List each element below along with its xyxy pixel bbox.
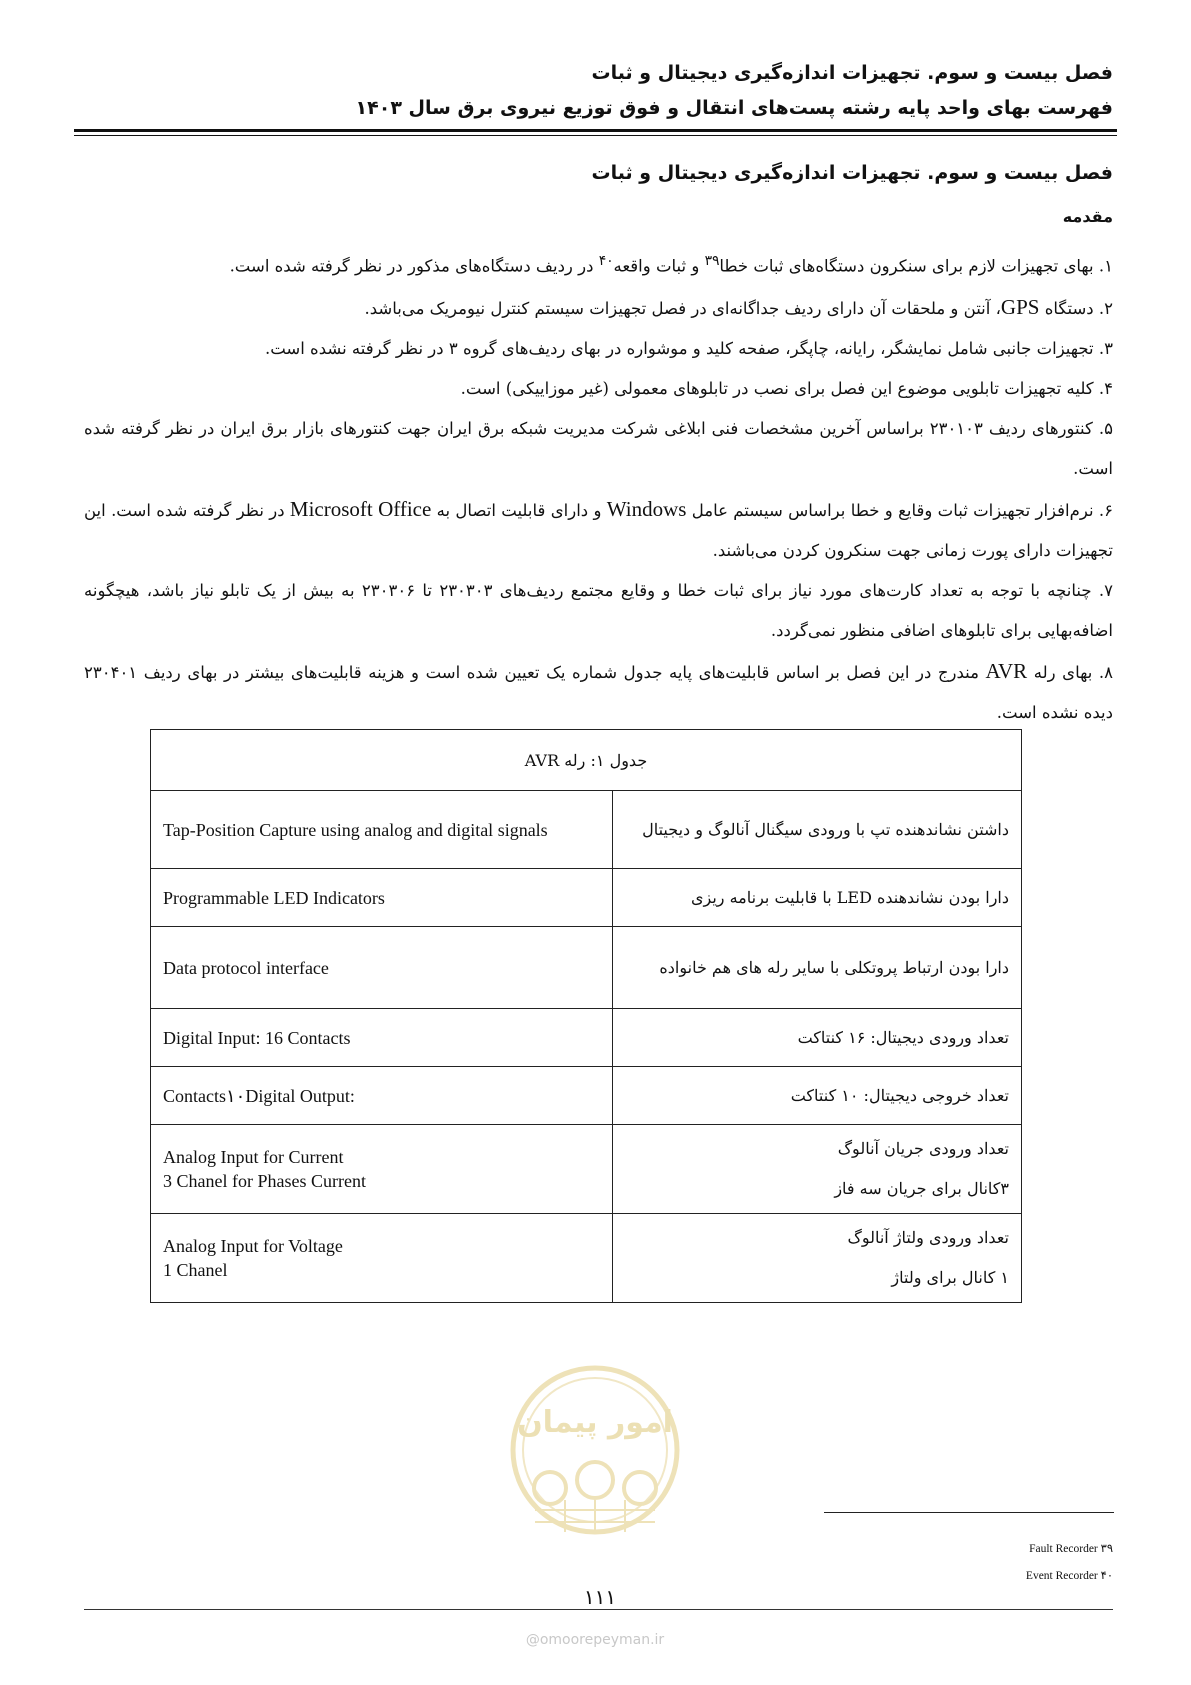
table-cell-fa: دارا بودن ارتباط پروتکلی با سایر رله های هم خانواده (613, 927, 1022, 1009)
table-row (151, 869, 1022, 927)
table-caption: جدول ۱: رله AVR (151, 730, 1022, 791)
introduction-list (84, 241, 1113, 733)
list-item: ۵. کنتورهای ردیف ۲۳۰۱۰۳ براساس آخرین مشخصات فنی ابلاغی شرکت مدیریت شبکه برق ایران جهت کنتورهای بازار برق ایران در نظر گرفته شده است. (84, 418, 1113, 478)
table-cell-en: Analog Input for Voltage 1 Chanel (151, 1214, 613, 1303)
watermark-logo (505, 1360, 685, 1564)
table-cell-fa: دارا بودن نشاندهنده LED با قابلیت برنامه ریزی (613, 869, 1022, 927)
footnote: ۳۹ Fault Recorder (1029, 1543, 1113, 1555)
section-title: فصل بیست و سوم. تجهیزات اندازه‌گیری دیجیتال و ثبات (591, 162, 1113, 184)
header-document-title: فهرست بهای واحد پایه رشته پست‌های انتقال و فوق توزیع نیروی برق سال ۱۴۰۳ (355, 97, 1113, 119)
table-cell-en: Contacts۱۰Digital Output: (151, 1067, 613, 1125)
list-item: ۱. بهای تجهیزات لازم برای سنکرون دستگاه‌های ثبات خطا$^{۳۹}$ و ثبات واقعه$^{۴۰}$ در ردیف دستگاه‌های مذکور در نظر گرفته شده است. (229, 253, 1113, 276)
table-row (151, 1067, 1022, 1125)
avr-relay-table (150, 729, 1022, 1303)
table-cell-en: Digital Input: 16 Contacts (151, 1009, 613, 1067)
list-item: ۳. تجهیزات جانبی شامل نمایشگر، رایانه، چاپگر، صفحه کلید و موشواره در بهای ردیف‌های گروه ۳ در نظر گرفته نشده است. (264, 338, 1113, 358)
footnote: ۴۰ Event Recorder (1025, 1570, 1113, 1582)
table-row (151, 1125, 1022, 1214)
table-caption-row (151, 730, 1022, 791)
page-number: ۱۱۱ (560, 1585, 640, 1609)
watermark-site: @omoorepeyman.ir (525, 1632, 665, 1648)
list-item: ۷. چنانچه با توجه به تعداد کارت‌های مورد نیاز برای ثبات خطا و وقایع مجتمع ردیف‌های ۲۳۰۳۰۳ تا ۲۳۰۳۰۶ به بیش از یک تابلو نیاز باشد، هیچگونه اضافه‌بهایی برای تابلوهای اضافی منظور نمی‌گردد. (84, 580, 1113, 640)
table-cell-fa: داشتن نشاندهنده تپ با ورودی سیگنال آنالوگ و دیجیتال (613, 791, 1022, 869)
table-cell-en: Programmable LED Indicators (151, 869, 613, 927)
list-item: ۴. کلیه تجهیزات تابلویی موضوع این فصل برای نصب در تابلوهای معمولی (غیر موزاییکی) است. (460, 378, 1113, 398)
table-row (151, 791, 1022, 869)
table-cell-fa: تعداد ورودی دیجیتال: ۱۶ کنتاکت (613, 1009, 1022, 1067)
table-cell-en: Tap-Position Capture using analog and digital signals (151, 791, 613, 869)
footer-rule (84, 1609, 1113, 1610)
table-row (151, 1214, 1022, 1303)
table-row (151, 1009, 1022, 1067)
table-cell-fa: تعداد خروجی دیجیتال: ۱۰ کنتاکت (613, 1067, 1022, 1125)
table-cell-en: Data protocol interface (151, 927, 613, 1009)
introduction-heading: مقدمه (1062, 207, 1113, 226)
list-item: ۶. نرم‌افزار تجهیزات ثبات وقایع و خطا براساس سیستم عامل Windows و دارای قابلیت اتصال به Microsoft Office در نظر گرفته شده است. این تجهیزات دارای پورت زمانی جهت سنکرون کردن می‌باشند. (84, 496, 1113, 560)
header-chapter-title: فصل بیست و سوم. تجهیزات اندازه‌گیری دیجیتال و ثبات (591, 62, 1113, 84)
watermark-logo-text: امور پیمان (517, 1405, 673, 1440)
table-row (151, 927, 1022, 1009)
table-cell-en: Analog Input for Current 3 Chanel for Phases Current (151, 1125, 613, 1214)
footnote-rule (824, 1512, 1114, 1513)
footnote-ref[interactable]: ۴۰ (598, 253, 614, 269)
header-rule-thin (74, 135, 1117, 136)
table-cell-fa: تعداد ورودی جریان آنالوگ ۳کانال برای جریان سه فاز (613, 1125, 1022, 1214)
list-item: ۸. بهای رله AVR مندرج در این فصل بر اساس قابلیت‌های پایه جدول شماره یک تعیین شده است و هزینه قابلیت‌های بیشتر در بهای ردیف ۲۳۰۴۰۱ دیده نشده است. (84, 658, 1113, 722)
list-item: ۲. دستگاه GPS، آنتن و ملحقات آن دارای ردیف جداگانه‌ای در فصل تجهیزات سیستم کنترل نیومریک می‌باشد. (364, 294, 1113, 319)
header-rule-thick (74, 129, 1117, 132)
table-cell-fa: تعداد ورودی ولتاژ آنالوگ ۱ کانال برای ولتاژ (613, 1214, 1022, 1303)
running-header (78, 56, 1113, 126)
footnote-ref[interactable]: ۳۹ (704, 253, 720, 269)
